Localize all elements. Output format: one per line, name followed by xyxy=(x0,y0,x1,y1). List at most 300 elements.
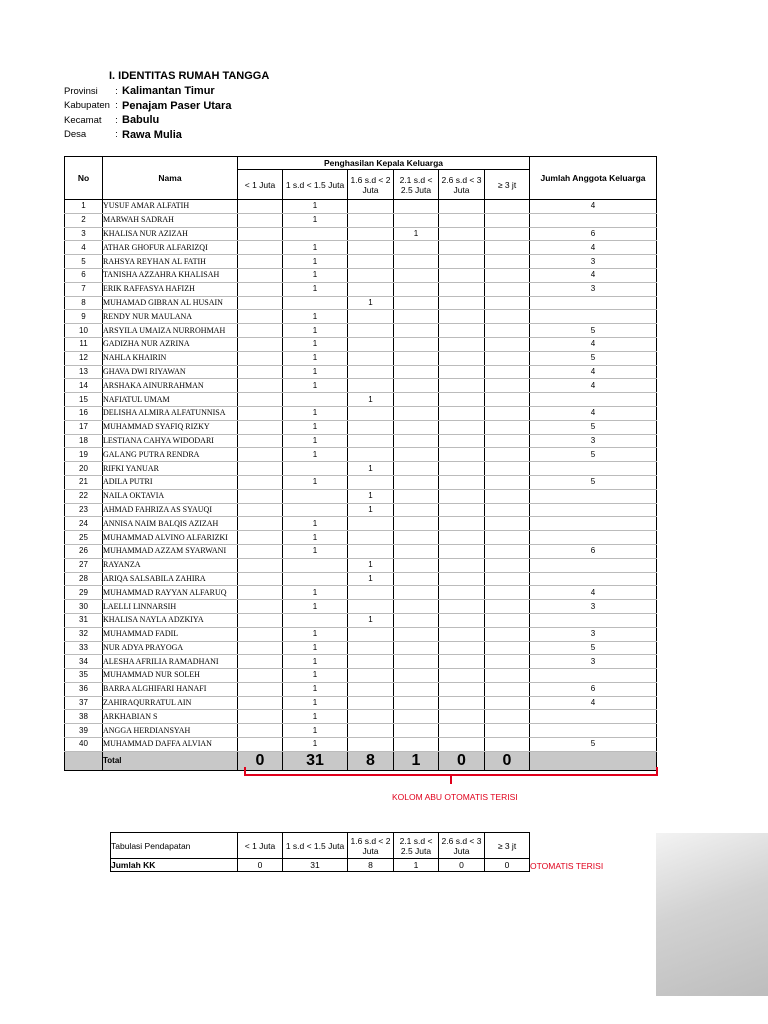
identity-colon: : xyxy=(115,85,118,97)
row-members: 5 xyxy=(530,738,657,752)
row-income-cell xyxy=(348,420,394,434)
row-nama: RIFKI YANUAR xyxy=(103,462,238,476)
row-members xyxy=(530,558,657,572)
row-income-cell xyxy=(348,282,394,296)
row-income-cell xyxy=(439,351,485,365)
row-income-cell xyxy=(439,627,485,641)
row-income-cell xyxy=(348,434,394,448)
row-nama: NAFIATUL UMAM xyxy=(103,393,238,407)
row-income-cell xyxy=(439,544,485,558)
row-income-cell xyxy=(238,724,283,738)
row-income-cell xyxy=(394,475,439,489)
row-income-cell xyxy=(348,200,394,214)
row-nama: MUHAMMAD RAYYAN ALFARUQ xyxy=(103,586,238,600)
row-income-cell xyxy=(348,586,394,600)
row-income-cell xyxy=(348,324,394,338)
row-income-cell xyxy=(348,337,394,351)
row-income-cell: 1 xyxy=(283,200,348,214)
row-income-cell: 1 xyxy=(348,296,394,310)
row-income-cell xyxy=(485,337,530,351)
row-income-cell xyxy=(348,379,394,393)
row-income-cell xyxy=(439,641,485,655)
row-income-cell xyxy=(283,393,348,407)
row-income-cell xyxy=(348,406,394,420)
row-nama: RENDY NUR MAULANA xyxy=(103,310,238,324)
row-income-cell xyxy=(348,255,394,269)
row-income-cell xyxy=(238,227,283,241)
tabulation-table xyxy=(110,832,530,872)
row-income-cell xyxy=(394,696,439,710)
row-income-cell xyxy=(394,613,439,627)
row-members: 6 xyxy=(530,682,657,696)
row-income-cell xyxy=(485,255,530,269)
row-nama: ADILA PUTRI xyxy=(103,475,238,489)
row-income-cell: 1 xyxy=(348,489,394,503)
row-income-cell xyxy=(238,462,283,476)
identity-colon: : xyxy=(115,100,118,112)
row-income-cell xyxy=(238,310,283,324)
row-income-cell xyxy=(439,613,485,627)
row-nama: MUHAMMAD FADIL xyxy=(103,627,238,641)
row-income-cell xyxy=(485,627,530,641)
row-income-cell xyxy=(485,420,530,434)
row-income-cell xyxy=(238,268,283,282)
row-income-cell xyxy=(283,227,348,241)
row-income-cell xyxy=(394,558,439,572)
row-income-cell: 1 xyxy=(283,324,348,338)
row-members: 4 xyxy=(530,406,657,420)
row-income-cell: 1 xyxy=(283,710,348,724)
row-income-cell: 1 xyxy=(283,600,348,614)
row-no: 35 xyxy=(65,669,103,683)
row-income-cell: 1 xyxy=(283,696,348,710)
table-row xyxy=(65,282,657,296)
row-members xyxy=(530,572,657,586)
row-income-cell xyxy=(238,241,283,255)
row-no: 38 xyxy=(65,710,103,724)
table-row xyxy=(65,200,657,214)
identity-row-kabupaten xyxy=(64,99,231,114)
row-income-cell xyxy=(283,613,348,627)
row-members: 5 xyxy=(530,351,657,365)
row-income-cell xyxy=(348,544,394,558)
row-income-cell xyxy=(485,738,530,752)
row-income-cell: 1 xyxy=(283,531,348,545)
row-income-cell xyxy=(238,337,283,351)
row-members xyxy=(530,669,657,683)
header-income-col: 1 s.d < 1.5 Juta xyxy=(283,170,348,200)
row-income-cell xyxy=(394,669,439,683)
row-no: 17 xyxy=(65,420,103,434)
row-income-cell xyxy=(439,379,485,393)
row-income-cell xyxy=(394,296,439,310)
tabulation-value: 0 xyxy=(485,859,530,872)
row-members: 3 xyxy=(530,655,657,669)
row-income-cell xyxy=(439,655,485,669)
row-nama: ATHAR GHOFUR ALFARIZQI xyxy=(103,241,238,255)
row-income-cell: 1 xyxy=(394,227,439,241)
row-nama: MUHAMMAD ALVINO ALFARIZKI xyxy=(103,531,238,545)
row-income-cell xyxy=(238,296,283,310)
row-income-cell xyxy=(238,365,283,379)
tabulation-value: 0 xyxy=(439,859,485,872)
row-income-cell xyxy=(439,448,485,462)
row-income-cell xyxy=(394,282,439,296)
row-no: 27 xyxy=(65,558,103,572)
total-value: 0 xyxy=(485,751,530,770)
table-row xyxy=(65,669,657,683)
identity-row-provinsi xyxy=(64,84,231,99)
row-income-cell xyxy=(439,682,485,696)
row-income-cell xyxy=(439,434,485,448)
table-row xyxy=(65,351,657,365)
row-income-cell xyxy=(394,489,439,503)
row-income-cell xyxy=(348,310,394,324)
row-members: 3 xyxy=(530,600,657,614)
row-income-cell xyxy=(439,517,485,531)
row-members xyxy=(530,710,657,724)
row-income-cell xyxy=(439,586,485,600)
row-income-cell xyxy=(394,627,439,641)
header-nama: Nama xyxy=(103,157,238,200)
row-nama: MUHAMAD GIBRAN AL HUSAIN xyxy=(103,296,238,310)
total-value: 0 xyxy=(238,751,283,770)
row-income-cell xyxy=(439,365,485,379)
row-income-cell xyxy=(394,586,439,600)
row-income-cell xyxy=(485,531,530,545)
row-income-cell xyxy=(485,393,530,407)
header-income-col: < 1 Juta xyxy=(238,170,283,200)
row-income-cell xyxy=(394,531,439,545)
row-income-cell xyxy=(439,696,485,710)
row-income-cell xyxy=(238,710,283,724)
row-income-cell xyxy=(238,448,283,462)
row-income-cell: 1 xyxy=(283,351,348,365)
row-income-cell: 1 xyxy=(283,627,348,641)
identity-label: Kabupaten xyxy=(64,100,110,112)
row-income-cell xyxy=(439,489,485,503)
row-income-cell xyxy=(394,544,439,558)
row-income-cell xyxy=(348,696,394,710)
row-income-cell xyxy=(439,406,485,420)
row-income-cell xyxy=(238,213,283,227)
header-income-col: ≥ 3 jt xyxy=(485,170,530,200)
row-income-cell xyxy=(348,724,394,738)
row-income-cell xyxy=(238,544,283,558)
row-income-cell xyxy=(439,738,485,752)
row-members: 5 xyxy=(530,324,657,338)
row-income-cell xyxy=(238,282,283,296)
row-nama: NAHLA KHAIRIN xyxy=(103,351,238,365)
row-nama: AHMAD FAHRIZA AS SYAUQI xyxy=(103,503,238,517)
row-income-cell: 1 xyxy=(283,365,348,379)
row-income-cell: 1 xyxy=(283,255,348,269)
row-no: 40 xyxy=(65,738,103,752)
tabulation-value: 1 xyxy=(394,859,439,872)
row-members xyxy=(530,296,657,310)
row-no: 8 xyxy=(65,296,103,310)
row-income-cell xyxy=(348,365,394,379)
row-income-cell xyxy=(439,558,485,572)
identity-row-desa xyxy=(64,128,231,143)
row-no: 34 xyxy=(65,655,103,669)
identity-value: Rawa Mulia xyxy=(122,128,182,141)
row-members xyxy=(530,724,657,738)
row-income-cell xyxy=(439,213,485,227)
table-row xyxy=(65,213,657,227)
row-income-cell xyxy=(394,213,439,227)
row-income-cell: 1 xyxy=(283,337,348,351)
row-income-cell xyxy=(394,365,439,379)
row-income-cell: 1 xyxy=(348,613,394,627)
row-nama: ANGGA HERDIANSYAH xyxy=(103,724,238,738)
row-no: 12 xyxy=(65,351,103,365)
row-no: 19 xyxy=(65,448,103,462)
row-income-cell xyxy=(485,200,530,214)
identity-value: Kalimantan Timur xyxy=(122,85,215,98)
row-income-cell: 1 xyxy=(283,268,348,282)
row-income-cell xyxy=(238,393,283,407)
row-nama: ARIQA SALSABILA ZAHIRA xyxy=(103,572,238,586)
row-income-cell: 1 xyxy=(283,724,348,738)
row-no: 22 xyxy=(65,489,103,503)
row-members: 3 xyxy=(530,255,657,269)
row-no: 30 xyxy=(65,600,103,614)
row-no: 15 xyxy=(65,393,103,407)
table-row xyxy=(65,268,657,282)
row-income-cell xyxy=(485,282,530,296)
row-income-cell xyxy=(394,351,439,365)
table-row xyxy=(65,255,657,269)
row-members: 5 xyxy=(530,448,657,462)
table-row xyxy=(65,531,657,545)
row-income-cell xyxy=(394,738,439,752)
row-income-cell xyxy=(238,324,283,338)
row-income-cell xyxy=(485,365,530,379)
row-income-cell xyxy=(485,213,530,227)
row-members xyxy=(530,517,657,531)
row-no: 21 xyxy=(65,475,103,489)
total-label: Total xyxy=(103,751,238,770)
table-row xyxy=(65,655,657,669)
row-members xyxy=(530,393,657,407)
row-income-cell: 1 xyxy=(283,669,348,683)
row-no: 1 xyxy=(65,200,103,214)
row-no: 33 xyxy=(65,641,103,655)
row-nama: ERIK RAFFASYA HAFIZH xyxy=(103,282,238,296)
row-no: 36 xyxy=(65,682,103,696)
row-nama: ZAHIRAQURRATUL AIN xyxy=(103,696,238,710)
row-income-cell xyxy=(394,600,439,614)
row-income-cell: 1 xyxy=(283,517,348,531)
row-no: 37 xyxy=(65,696,103,710)
row-no: 14 xyxy=(65,379,103,393)
table-row xyxy=(65,696,657,710)
row-income-cell xyxy=(238,682,283,696)
row-income-cell xyxy=(394,572,439,586)
table-row xyxy=(65,489,657,503)
row-income-cell xyxy=(348,213,394,227)
header-no: No xyxy=(65,157,103,200)
row-no: 28 xyxy=(65,572,103,586)
row-nama: ARSHAKA AINURRAHMAN xyxy=(103,379,238,393)
table-row xyxy=(65,337,657,351)
identity-value: Penajam Paser Utara xyxy=(122,99,232,112)
row-income-cell xyxy=(238,586,283,600)
table-row xyxy=(65,475,657,489)
row-income-cell: 1 xyxy=(283,310,348,324)
table-row xyxy=(65,406,657,420)
row-income-cell xyxy=(439,475,485,489)
row-income-cell xyxy=(238,613,283,627)
row-members: 3 xyxy=(530,627,657,641)
row-income-cell xyxy=(439,462,485,476)
row-income-cell xyxy=(348,517,394,531)
row-income-cell xyxy=(439,282,485,296)
total-value: 31 xyxy=(283,751,348,770)
row-income-cell xyxy=(485,310,530,324)
tabulation-col: 1 s.d < 1.5 Juta xyxy=(283,833,348,859)
tabulation-value: 0 xyxy=(238,859,283,872)
row-nama: RAHSYA REYHAN AL FATIH xyxy=(103,255,238,269)
row-income-cell xyxy=(394,682,439,696)
row-nama: DELISHA ALMIRA ALFATUNNISA xyxy=(103,406,238,420)
row-no: 29 xyxy=(65,586,103,600)
row-nama: ALESHA AFRILIA RAMADHANI xyxy=(103,655,238,669)
row-no: 23 xyxy=(65,503,103,517)
table-row xyxy=(65,544,657,558)
row-income-cell xyxy=(439,420,485,434)
row-nama: GALANG PUTRA RENDRA xyxy=(103,448,238,462)
row-income-cell xyxy=(238,255,283,269)
row-no: 20 xyxy=(65,462,103,476)
row-income-cell: 1 xyxy=(283,282,348,296)
identity-label: Desa xyxy=(64,129,87,141)
row-income-cell xyxy=(394,710,439,724)
row-no: 10 xyxy=(65,324,103,338)
row-income-cell xyxy=(238,503,283,517)
row-income-cell xyxy=(485,296,530,310)
row-members: 4 xyxy=(530,337,657,351)
total-value: 8 xyxy=(348,751,394,770)
row-income-cell xyxy=(485,448,530,462)
row-income-cell: 1 xyxy=(348,393,394,407)
row-members: 5 xyxy=(530,641,657,655)
row-income-cell xyxy=(238,489,283,503)
row-nama: MUHAMMAD NUR SOLEH xyxy=(103,669,238,683)
table-row xyxy=(65,420,657,434)
row-nama: MUHAMMAD DAFFA ALVIAN xyxy=(103,738,238,752)
row-income-cell xyxy=(485,462,530,476)
row-no: 5 xyxy=(65,255,103,269)
row-income-cell xyxy=(238,200,283,214)
row-income-cell: 1 xyxy=(283,213,348,227)
row-income-cell xyxy=(485,655,530,669)
row-income-cell xyxy=(348,351,394,365)
row-income-cell xyxy=(439,572,485,586)
row-income-cell xyxy=(394,406,439,420)
table-row xyxy=(65,641,657,655)
row-income-cell xyxy=(485,489,530,503)
row-income-cell xyxy=(238,572,283,586)
total-no-cell xyxy=(65,751,103,770)
row-income-cell xyxy=(394,503,439,517)
row-income-cell xyxy=(485,682,530,696)
identity-label: Provinsi xyxy=(64,85,98,97)
row-income-cell xyxy=(238,655,283,669)
row-nama: MUHAMMAD SYAFIQ RIZKY xyxy=(103,420,238,434)
auto-fill-note: KOLOM ABU OTOMATIS TERISI xyxy=(392,792,518,802)
row-income-cell xyxy=(394,200,439,214)
row-nama: NAILA OKTAVIA xyxy=(103,489,238,503)
row-income-cell xyxy=(394,310,439,324)
row-income-cell: 1 xyxy=(283,682,348,696)
row-income-cell xyxy=(485,351,530,365)
row-no: 4 xyxy=(65,241,103,255)
row-income-cell xyxy=(485,517,530,531)
row-income-cell xyxy=(485,241,530,255)
row-income-cell xyxy=(485,379,530,393)
row-nama: TANISHA AZZAHRA KHALISAH xyxy=(103,268,238,282)
table-row xyxy=(65,379,657,393)
row-members: 4 xyxy=(530,268,657,282)
row-members xyxy=(530,503,657,517)
table-row xyxy=(65,572,657,586)
row-income-cell: 1 xyxy=(283,420,348,434)
row-members: 3 xyxy=(530,434,657,448)
table-row xyxy=(65,227,657,241)
row-income-cell xyxy=(485,227,530,241)
row-no: 26 xyxy=(65,544,103,558)
header-income-group: Penghasilan Kepala Keluarga xyxy=(238,157,530,170)
header-members: Jumlah Anggota Keluarga xyxy=(530,157,657,200)
row-income-cell xyxy=(394,462,439,476)
table-row xyxy=(65,434,657,448)
table-row xyxy=(65,448,657,462)
table-row xyxy=(65,296,657,310)
row-income-cell xyxy=(439,310,485,324)
row-income-cell xyxy=(348,682,394,696)
tabulation-col: 2.1 s.d < 2.5 Juta xyxy=(394,833,439,859)
tabulation-value: 31 xyxy=(283,859,348,872)
row-income-cell xyxy=(238,379,283,393)
row-income-cell xyxy=(485,268,530,282)
table-row xyxy=(65,503,657,517)
row-income-cell xyxy=(394,420,439,434)
row-income-cell xyxy=(439,393,485,407)
row-nama: KHALISA NUR AZIZAH xyxy=(103,227,238,241)
row-income-cell xyxy=(394,268,439,282)
identity-colon: : xyxy=(115,129,118,141)
row-nama: LESTIANA CAHYA WIDODARI xyxy=(103,434,238,448)
table-body xyxy=(65,200,657,752)
row-income-cell xyxy=(238,669,283,683)
row-income-cell xyxy=(439,710,485,724)
row-nama: GHAVA DWI RIYAWAN xyxy=(103,365,238,379)
table-row xyxy=(65,600,657,614)
row-income-cell xyxy=(394,434,439,448)
row-no: 25 xyxy=(65,531,103,545)
row-income-cell xyxy=(238,600,283,614)
row-no: 9 xyxy=(65,310,103,324)
row-members xyxy=(530,213,657,227)
page-shadow-decoration xyxy=(656,833,768,996)
row-income-cell xyxy=(348,268,394,282)
row-income-cell xyxy=(283,558,348,572)
row-income-cell: 1 xyxy=(283,475,348,489)
row-income-cell xyxy=(485,586,530,600)
row-members: 4 xyxy=(530,365,657,379)
